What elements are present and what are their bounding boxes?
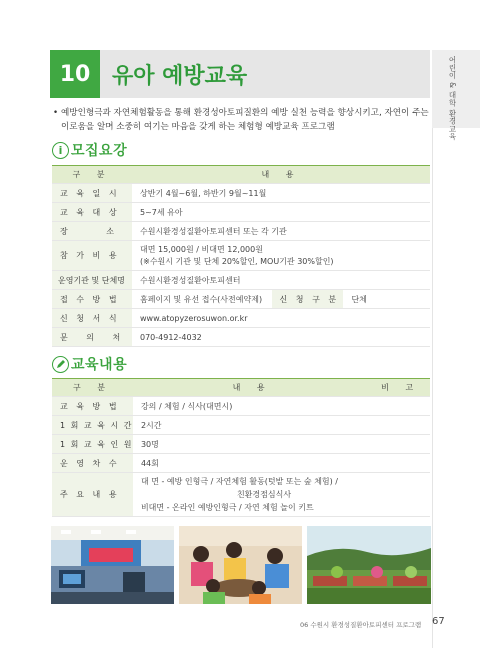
- row-value: 070-4912-4032: [132, 328, 430, 347]
- info-icon: i: [52, 142, 69, 159]
- row-value: [133, 473, 371, 517]
- kids-activity-photo: [179, 526, 302, 604]
- bullet-icon: •: [53, 108, 59, 118]
- col-header-note: 비 고: [371, 379, 430, 397]
- row-value: 5~7세 유아: [132, 203, 430, 222]
- row-note: [371, 454, 430, 473]
- content-line-2: 친환경점심식사: [236, 490, 292, 499]
- table-row: [52, 435, 430, 454]
- fee-line-2: (※수원시 기관 및 단체 20%할인, MOU기관 30%할인): [140, 256, 334, 266]
- row-label: 문 의 처: [52, 328, 132, 347]
- row-label: 교 육 방 법: [52, 397, 133, 416]
- row-label: 교 육 일 시: [52, 184, 132, 203]
- row-label: 접 수 방 법: [52, 290, 132, 309]
- table-row: [52, 203, 430, 222]
- section-number: 10: [50, 50, 100, 98]
- recruit-title: 모집요강: [71, 143, 128, 159]
- col-header-label: 구 분: [52, 379, 133, 397]
- table-row: [52, 222, 430, 241]
- row-label: 참 가 비 용: [52, 241, 132, 271]
- row-value: [132, 241, 430, 271]
- row-value-2: 단체: [343, 290, 430, 309]
- table-row: [52, 416, 430, 435]
- row-value: 홈페이지 및 유선 접수(사전예약제): [132, 290, 272, 309]
- table-row: [52, 290, 430, 309]
- row-label: 1 회 교 육 시 간: [52, 416, 133, 435]
- table-row: [52, 184, 430, 203]
- content-table: [52, 378, 430, 517]
- row-value: 상반기 4월~6월, 하반기 9월~11월: [132, 184, 430, 203]
- row-value: 강의 / 체험 / 식사(대면시): [133, 397, 371, 416]
- col-header-label: 구 분: [52, 166, 132, 184]
- row-value: 2시간: [133, 416, 371, 435]
- row-note: [371, 473, 430, 517]
- row-note: [371, 397, 430, 416]
- row-label: 교 육 대 상: [52, 203, 132, 222]
- page-number: 67: [432, 616, 445, 627]
- row-label: 1 회 교 육 인 원: [52, 435, 133, 454]
- table-row: [52, 454, 430, 473]
- intro-paragraph: [53, 106, 431, 134]
- garden-photo: [307, 526, 431, 604]
- recruit-table: [52, 165, 430, 347]
- recruit-heading: [52, 140, 127, 160]
- row-label-2: 신 청 구 분: [272, 290, 344, 309]
- row-label: 주 요 내 용: [52, 473, 133, 517]
- pencil-icon: [52, 356, 69, 373]
- col-header-content: 내 용: [133, 379, 371, 397]
- content-line-3: 비대면 - 온라인 예방인형극 / 자연 체험 놀이 키트: [140, 503, 314, 512]
- side-divider: [432, 128, 433, 648]
- table-row: [52, 328, 430, 347]
- row-note: [371, 435, 430, 454]
- row-value: 수원시환경성질환아토피센터: [132, 271, 430, 290]
- fee-line-1: 대면 15,000원 / 비대면 12,000원: [140, 244, 263, 254]
- row-note: [371, 416, 430, 435]
- table-row: [52, 473, 430, 517]
- footer-text: 06 수원시 환경성질환아토피센터 프로그램: [300, 621, 422, 629]
- side-tab-label: 어린이 & 대학 환경교육: [448, 56, 457, 141]
- table-header-row: [52, 379, 430, 397]
- row-label: 운영기관 및 단체명: [52, 271, 132, 290]
- puppet-show-photo: [51, 526, 174, 604]
- table-row: [52, 271, 430, 290]
- col-header-content: 내 용: [132, 166, 430, 184]
- table-row: [52, 241, 430, 271]
- row-value: www.atopyzerosuwon.or.kr: [132, 309, 430, 328]
- photo-strip: [51, 526, 431, 604]
- page-title: 유아 예방교육: [112, 64, 248, 89]
- content-heading: [52, 354, 127, 374]
- table-header-row: [52, 166, 430, 184]
- content-line-1: 대 면 - 예방 인형극 / 자연체험 활동(텃밭 또는 숲 체험) /: [140, 477, 339, 486]
- row-value: 수원시환경성질환아토피센터 또는 각 기관: [132, 222, 430, 241]
- row-label: 장 소: [52, 222, 132, 241]
- row-label: 신 청 서 식: [52, 309, 132, 328]
- row-value: 44회: [133, 454, 371, 473]
- table-row: [52, 397, 430, 416]
- table-row: [52, 309, 430, 328]
- row-label: 운 영 차 수: [52, 454, 133, 473]
- row-value: 30명: [133, 435, 371, 454]
- intro-text: 예방인형극과 자연체험활동을 통해 환경성아토피질환의 예방 실천 능력을 향상시키고, 자연이 주는 이로움을 알며 소중히 여기는 마음을 갖게 하는 체험형 예방교육 프로그램: [61, 108, 429, 132]
- content-title: 교육내용: [71, 357, 128, 373]
